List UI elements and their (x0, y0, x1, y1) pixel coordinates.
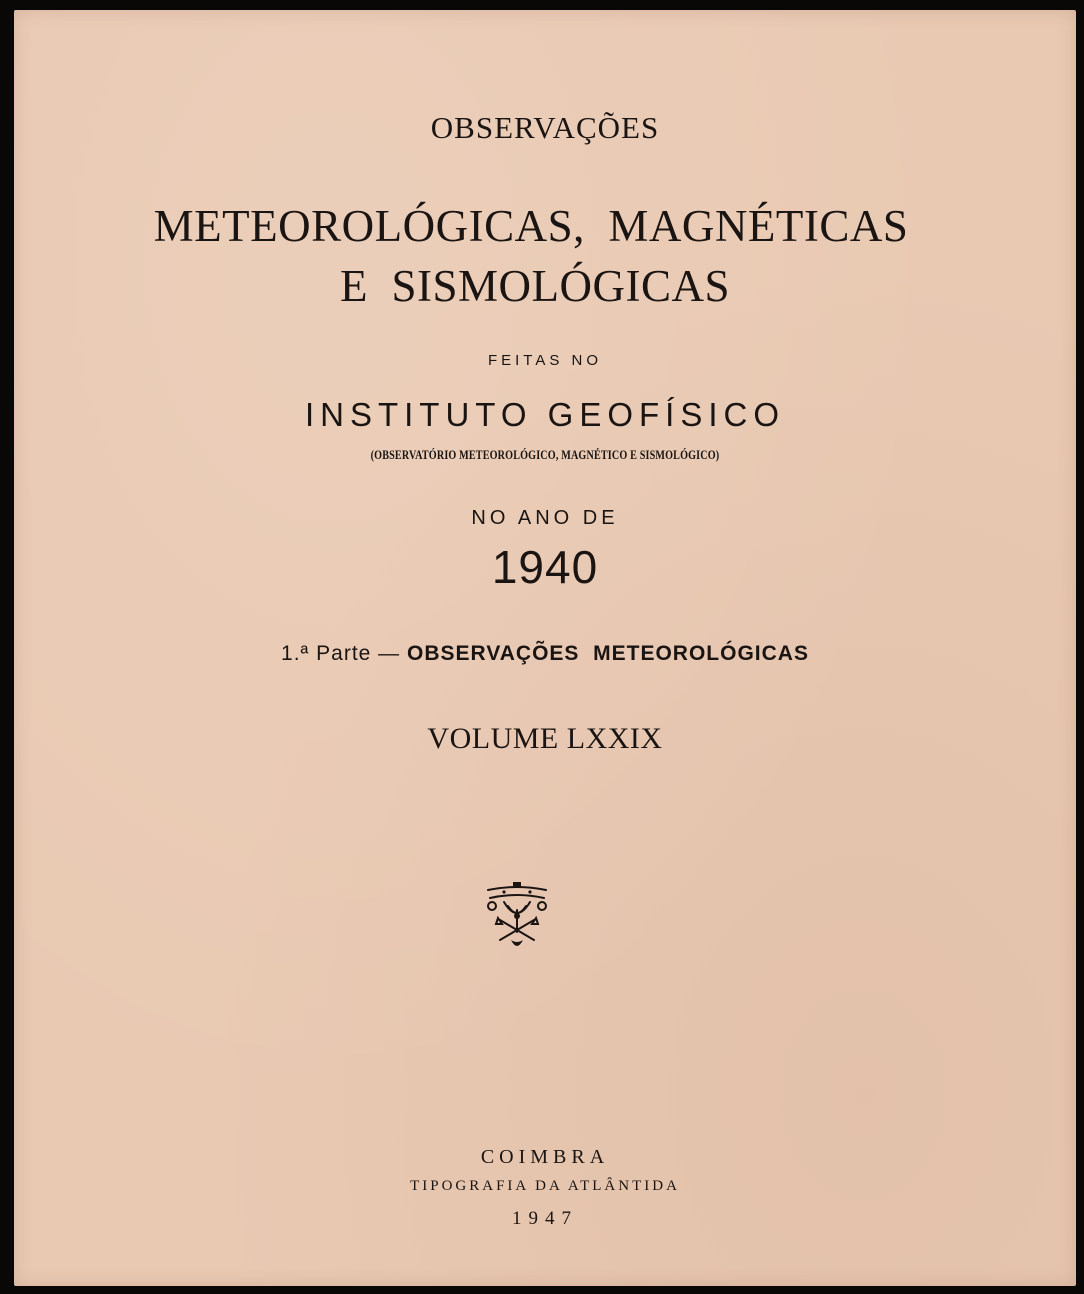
cover-title-line-1: METEOROLÓGICAS, MAGNÉTICAS (153, 201, 909, 251)
imprint-city: COIMBRA (480, 1146, 610, 1168)
observation-year: 1940 (491, 541, 599, 593)
cover-title-line-2: E SISMOLÓGICAS (339, 261, 731, 311)
volume-number: VOLUME LXXIX (427, 722, 663, 755)
institution-name: INSTITUTO GEOFÍSICO (304, 396, 786, 433)
part-prefix: 1.ª Parte — (281, 642, 408, 665)
no-ano-de-label: NO ANO DE (471, 507, 619, 529)
imprint-printer: TIPOGRAFIA DA ATLÂNTIDA (410, 1178, 680, 1194)
imprint-year: 1947 (512, 1208, 578, 1229)
printers-ornament-icon (482, 880, 552, 952)
feitas-no-label: FEITAS NO (487, 352, 603, 369)
document-cover-page (14, 10, 1076, 1286)
part-title: OBSERVAÇÕES METEOROLÓGICAS (407, 642, 809, 665)
part-heading (14, 642, 1076, 666)
cover-heading: OBSERVAÇÕES (430, 110, 660, 145)
institution-subtitle: (OBSERVATÓRIO METEOROLÓGICO, MAGNÉTICO E SISMOLÓGICO) (370, 447, 720, 462)
